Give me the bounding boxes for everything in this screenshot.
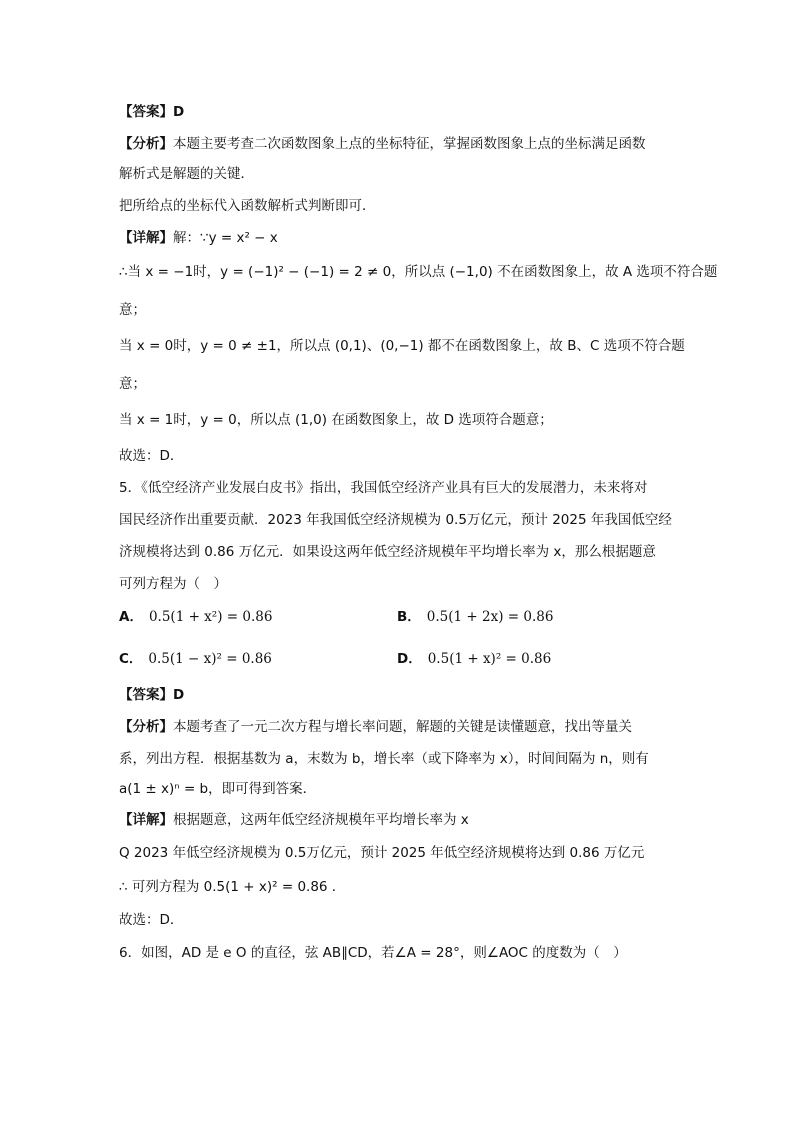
option-a-label: A．	[119, 609, 143, 625]
detail-text: 根据题意，这两年低空经济规模年平均增长率为 x	[173, 812, 469, 828]
answer-tag: 【答案】	[119, 104, 173, 120]
detail-line-5: 意；	[119, 376, 146, 392]
option-a-equation: 0.5(1 + x²) = 0.86	[148, 609, 273, 625]
q5-option-b	[397, 607, 553, 627]
analysis2-line-1	[119, 717, 632, 737]
option-b-label: B．	[397, 609, 421, 625]
option-b-equation: 0.5(1 + 2x) = 0.86	[426, 609, 554, 625]
analysis-text: 本题主要考查二次函数图象上点的坐标特征，掌握函数图象上点的坐标满足函数	[173, 136, 646, 152]
detail-tag: 【详解】	[119, 230, 173, 246]
option-d-equation: 0.5(1 + x)² = 0.86	[427, 651, 552, 667]
choose-line-1: 故选：D．	[119, 448, 184, 464]
q5-stem-2: 国民经济作出重要贡献．2023 年我国低空经济规模为 0.5万亿元，预计 2025 年我国低空经	[119, 512, 672, 528]
q5-option-a	[119, 607, 272, 627]
q5-option-c	[119, 649, 272, 669]
detail2-line-2: Q 2023 年低空经济规模为 0.5万亿元，预计 2025 年低空经济规模将达到 0.86 万亿元	[119, 845, 645, 861]
answer-line-2	[119, 685, 184, 705]
analysis-line-3: 把所给点的坐标代入函数解析式判断即可．	[119, 198, 376, 214]
answer-value: D	[173, 687, 185, 703]
analysis2-line-2: 系，列出方程．根据基数为 a，末数为 b，增长率（或下降率为 x），时间间隔为 n，则有	[119, 751, 649, 767]
option-c-equation: 0.5(1 − x)² = 0.86	[148, 651, 272, 667]
analysis-tag: 【分析】	[119, 719, 173, 735]
answer-tag: 【答案】	[119, 687, 173, 703]
detail-line-1	[119, 228, 278, 248]
q5-stem-1: 5．《低空经济产业发展白皮书》指出，我国低空经济产业具有巨大的发展潜力，未来将对	[119, 480, 648, 496]
q5-stem-4: 可列方程为（ ）	[119, 576, 227, 592]
choose-line-2: 故选：D．	[119, 912, 184, 928]
detail-line-2: ∴当 x = −1时，y = (−1)² − (−1) = 2 ≠ 0，所以点 (−1,0) 不在函数图象上，故 A 选项不符合题	[119, 264, 718, 280]
option-c-label: C．	[119, 651, 143, 667]
answer-value: D	[173, 104, 185, 120]
detail2-line-3: ∴ 可列方程为 0.5(1 + x)² = 0.86 ．	[119, 879, 346, 895]
analysis-tag: 【分析】	[119, 136, 173, 152]
detail-text: 解：∵y = x² − x	[173, 230, 278, 246]
detail-line-4: 当 x = 0时，y = 0 ≠ ±1，所以点 (0,1)、(0,−1) 都不在函数图象上，故 B、C 选项不符合题	[119, 338, 685, 354]
q5-stem-3: 济规模将达到 0.86 万亿元．如果设这两年低空经济规模年平均增长率为 x，那么根据题意	[119, 544, 656, 560]
analysis-line-1	[119, 134, 646, 154]
answer-line-1	[119, 102, 184, 122]
detail-tag: 【详解】	[119, 812, 173, 828]
detail2-line-1	[119, 810, 469, 830]
detail-line-3: 意；	[119, 302, 146, 318]
detail-line-6: 当 x = 1时，y = 0，所以点 (1,0) 在函数图象上，故 D 选项符合题意；	[119, 412, 553, 428]
q5-option-d	[397, 649, 551, 669]
analysis-line-2: 解析式是解题的关键．	[119, 166, 254, 182]
analysis2-line-3: a(1 ± x)ⁿ = b，即可得到答案．	[119, 781, 317, 797]
analysis-text: 本题考查了一元二次方程与增长率问题，解题的关键是读懂题意，找出等量关	[173, 719, 632, 735]
q6-stem: 6．如图，AD 是 e O 的直径，弦 AB∥CD，若∠A = 28°，则∠AOC 的度数为（ ）	[119, 945, 627, 961]
option-d-label: D．	[397, 651, 422, 667]
